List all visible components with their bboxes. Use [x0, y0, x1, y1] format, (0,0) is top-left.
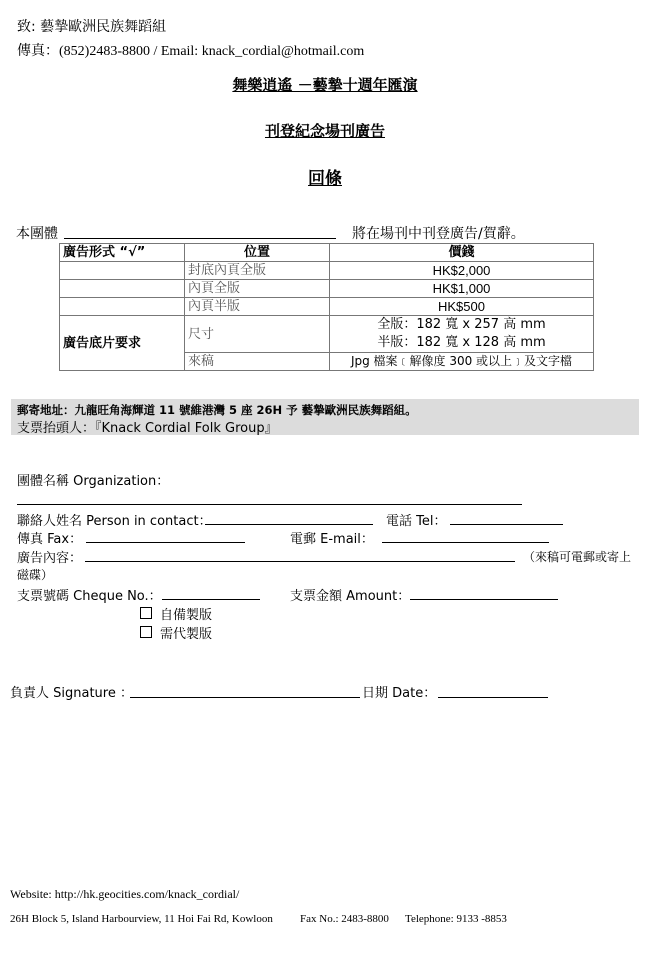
table-row — [60, 316, 594, 353]
event-title: 舞樂逍遙 －藝摯十週年匯演 — [232, 76, 418, 94]
content-note-2: 磁碟） — [17, 568, 54, 582]
header-position: 位置 — [185, 244, 330, 262]
self-made-checkbox[interactable] — [140, 607, 152, 619]
self-made-label: 自備製版 — [160, 608, 213, 623]
amount-field[interactable] — [410, 599, 558, 600]
email-label: 電郵 E-mail： — [290, 532, 374, 547]
footer-website: Website: http://hk.geocities.com/knack_cordial/ — [10, 887, 240, 901]
price-cell: HK$1,000 — [330, 280, 594, 298]
fax-label: 傳真 Fax： — [17, 532, 83, 547]
cheque-payee: 支票抬頭人：『Knack Cordial Folk Group』 — [17, 421, 278, 436]
size-label: 尺寸 — [185, 316, 330, 353]
content-label: 廣告內容： — [17, 551, 83, 566]
footer-address: 26H Block 5, Island Harbourview, 11 Hoi Fai Rd, Kowloon — [10, 913, 273, 925]
format-check-cell[interactable] — [60, 280, 185, 298]
contact-label: 聯絡人姓名 Person in contact： — [17, 514, 212, 529]
contact-field[interactable] — [205, 524, 373, 525]
header-format: 廣告形式 “√” — [60, 244, 185, 262]
subject-title: 刊登紀念場刊廣告 — [264, 122, 385, 140]
signature-field[interactable] — [130, 697, 360, 698]
requirements-label: 廣告底片要求 — [60, 316, 185, 371]
table-header-row — [60, 244, 594, 262]
organization-name-blank[interactable] — [64, 238, 336, 239]
recipient-line: 致: 藝摯歐洲民族舞蹈組 — [17, 19, 167, 35]
mailing-address: 郵寄地址：九龍旺角海輝道 11 號維港灣 5 座 26H 予 藝摯歐洲民族舞蹈組。 — [17, 403, 417, 417]
price-cell: HK$2,000 — [330, 262, 594, 280]
tel-field[interactable] — [450, 524, 563, 525]
intro-prefix: 本團體 — [16, 226, 58, 242]
intro-suffix: 將在場刊中刊登廣告/賀辭。 — [352, 226, 525, 242]
footer-telephone: Telephone: 9133 -8853 — [405, 913, 507, 925]
fax-email-line: 傳真：(852)2483-8800 / Email: knack_cordial@hotmail.com — [17, 44, 365, 59]
cheque-no-field[interactable] — [162, 599, 260, 600]
manuscript-label: 來稿 — [185, 353, 330, 371]
signature-label: 負責人 Signature ： — [10, 686, 133, 701]
header-price: 價錢 — [330, 244, 594, 262]
ad-options-table — [59, 243, 594, 371]
amount-label: 支票金額 Amount： — [290, 589, 411, 604]
date-label: 日期 Date： — [362, 686, 437, 701]
table-row — [60, 262, 594, 280]
email-field[interactable] — [382, 542, 549, 543]
content-field[interactable] — [85, 561, 515, 562]
format-check-cell[interactable] — [60, 298, 185, 316]
tel-label: 電話 Tel： — [386, 514, 447, 529]
price-cell: HK$500 — [330, 298, 594, 316]
format-check-cell[interactable] — [60, 262, 185, 280]
footer-fax: Fax No.: 2483-8800 — [300, 913, 389, 925]
agent-made-label: 需代製版 — [160, 627, 213, 642]
size-half: 半版：182 寬 x 128 高 mm — [377, 335, 546, 350]
size-cell — [330, 316, 594, 353]
size-full: 全版：182 寬 x 257 高 mm — [377, 317, 546, 332]
date-field[interactable] — [438, 697, 548, 698]
cheque-no-label: 支票號碼 Cheque No.： — [17, 589, 162, 604]
position-cell: 內頁全版 — [185, 280, 330, 298]
table-row — [60, 280, 594, 298]
organization-label: 團體名稱 Organization： — [17, 474, 170, 489]
organization-field[interactable] — [17, 504, 522, 505]
reply-title: 回條 — [308, 169, 342, 189]
position-cell: 內頁半版 — [185, 298, 330, 316]
table-row — [60, 298, 594, 316]
fax-field[interactable] — [86, 542, 245, 543]
content-note: （來稿可電郵或寄上 — [523, 550, 632, 564]
position-cell: 封底內頁全版 — [185, 262, 330, 280]
manuscript-value: Jpg 檔案﹝解像度 300 或以上﹞及文字檔 — [330, 353, 594, 371]
agent-made-checkbox[interactable] — [140, 626, 152, 638]
